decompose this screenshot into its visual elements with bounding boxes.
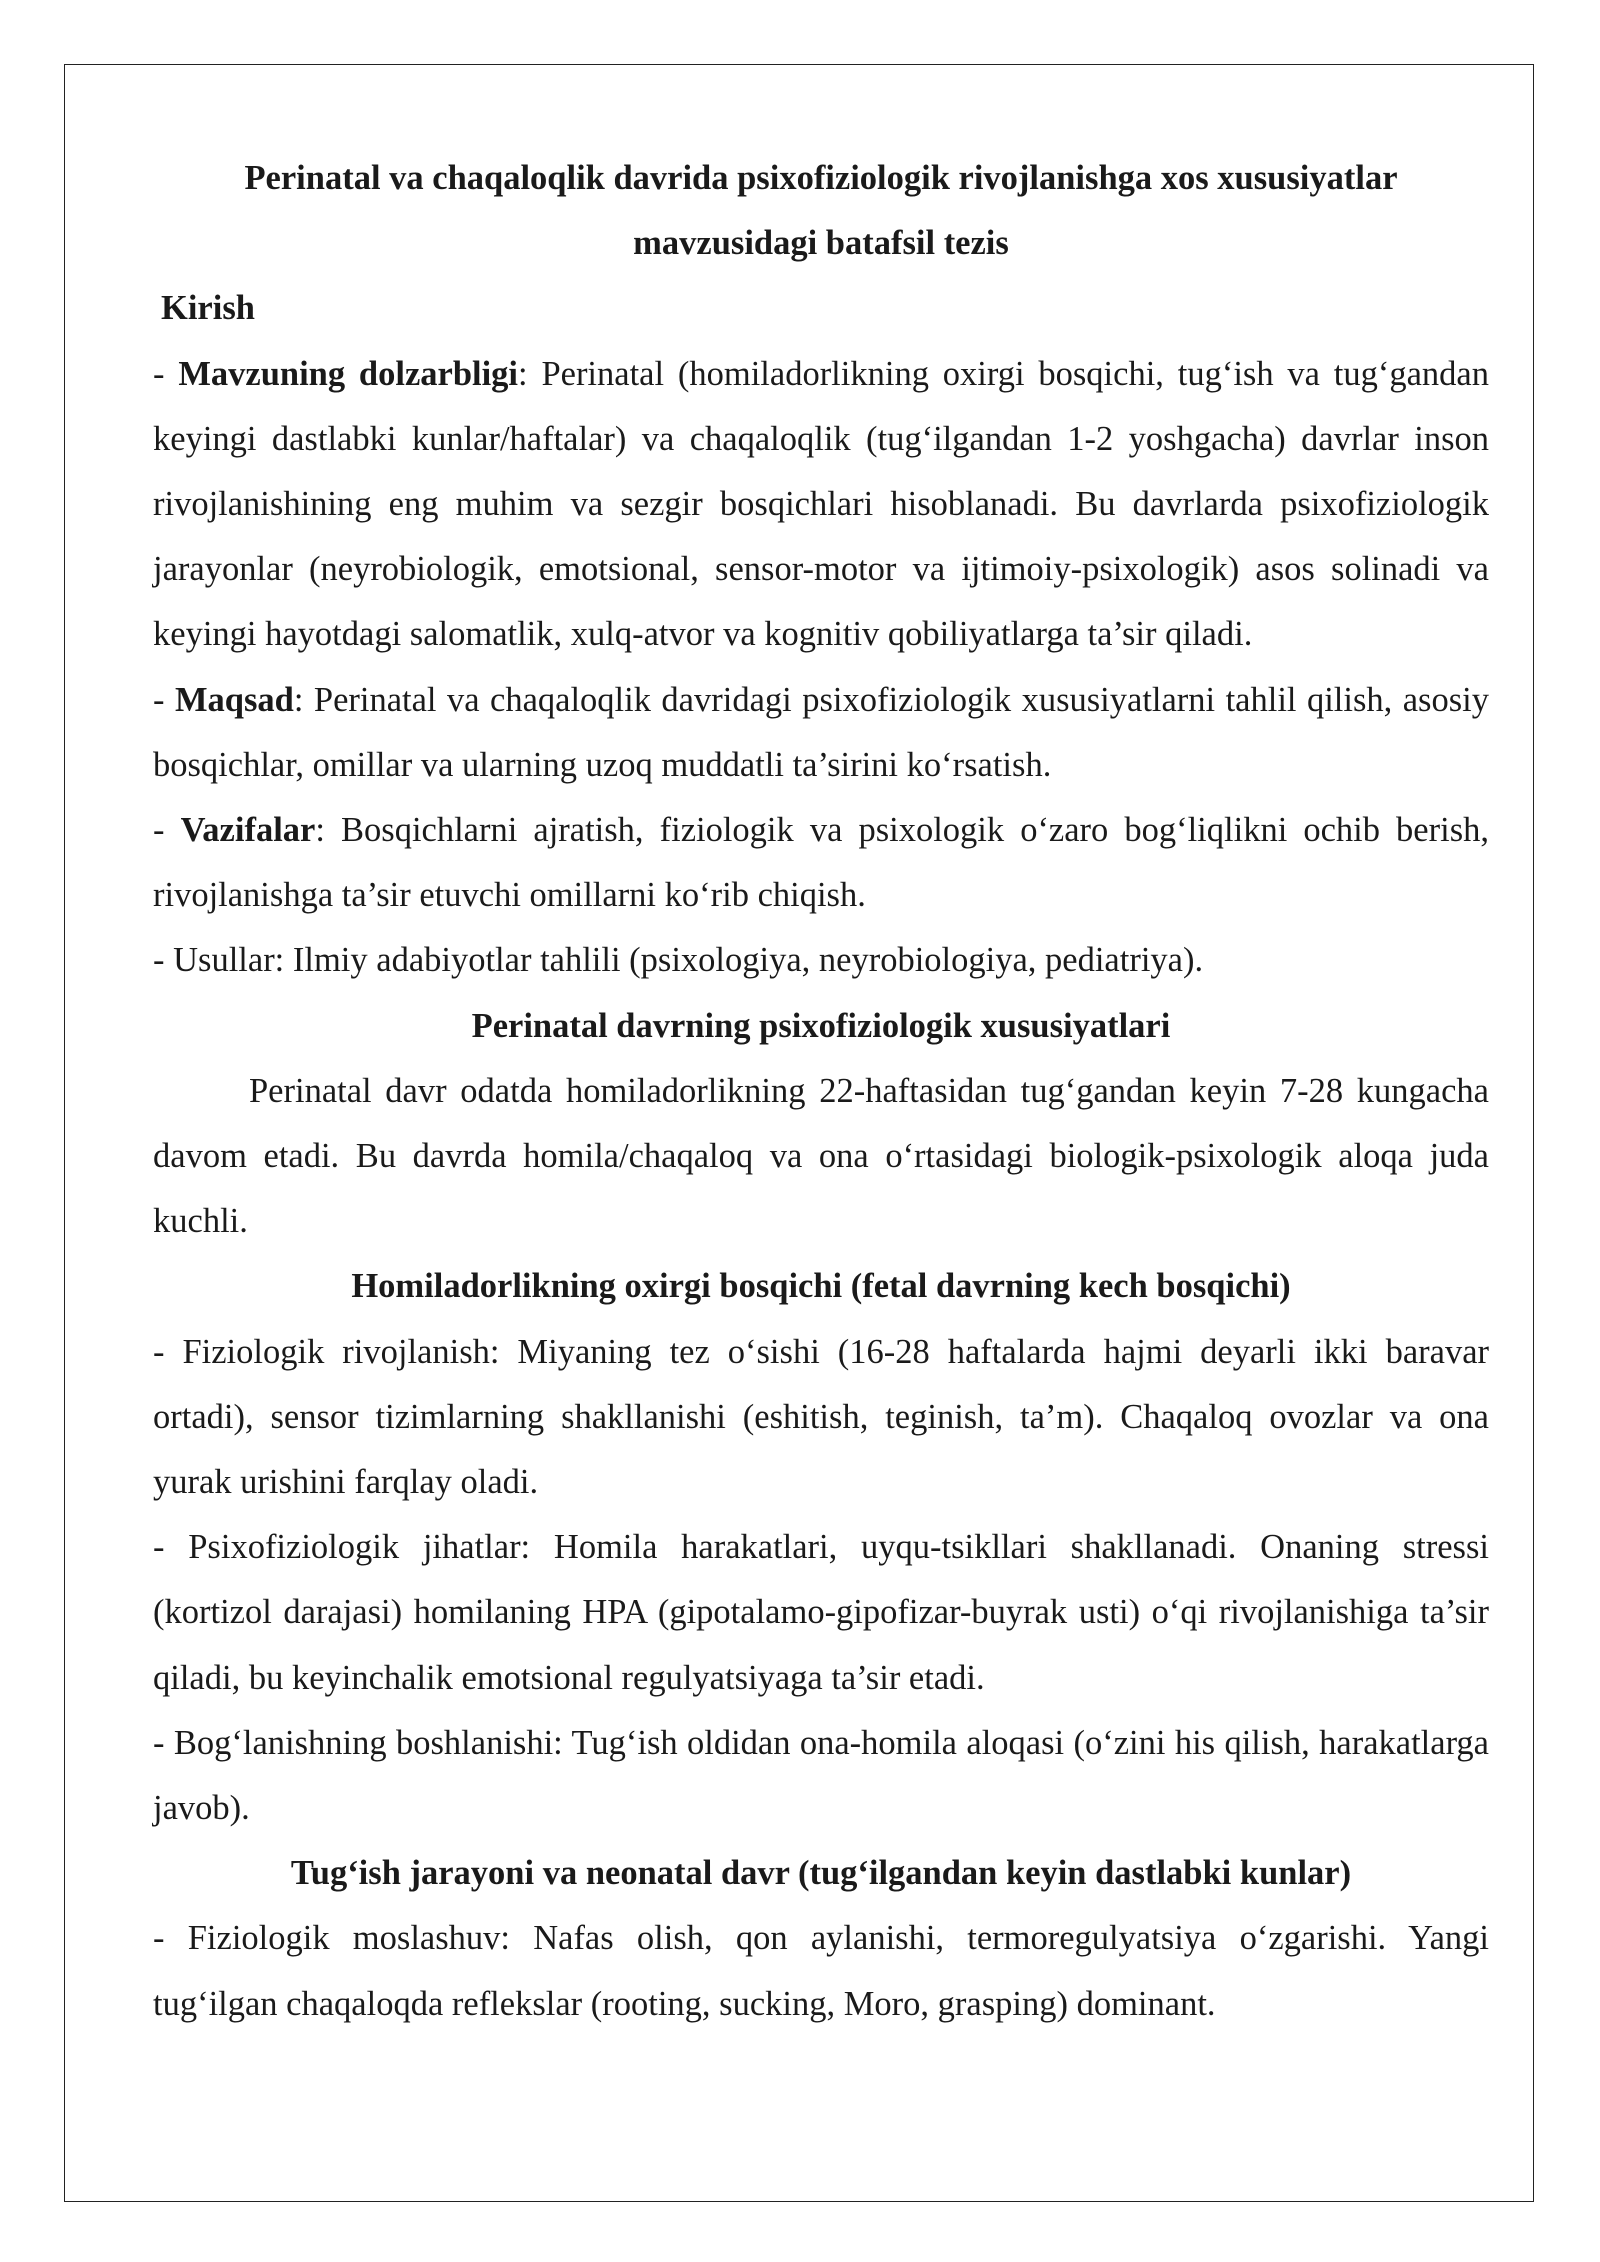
list-item: - Bog‘lanishning boshlanishi: Tug‘ish oldidan ona-homila aloqasi (o‘zini his qilish, harakatlarga javob). bbox=[153, 1723, 1489, 1828]
section-heading-neonatal: Tug‘ish jarayoni va neonatal davr (tug‘ilgandan keyin dastlabki kunlar) bbox=[290, 1854, 1352, 1893]
intro-item-prefix: - bbox=[153, 680, 175, 719]
methods-line: - Usullar: Ilmiy adabiyotlar tahlili (psixologiya, neyrobiologiya, pediatriya). bbox=[153, 941, 1204, 980]
list-item: - Fiziologik rivojlanish: Miyaning tez o‘sishi (16-28 haftalarda hajmi deyarli ikki baravar ortadi), sensor tizimlarning shakllanishi (eshitish, teginish, ta’m). Chaqaloq ovozlar va ona yurak urishini farqlay oladi. bbox=[153, 1332, 1489, 1502]
intro-item-text: : Perinatal (homiladorlikning oxirgi bosqichi, tug‘ish va tug‘gandan keyingi dastlabki kunlar/haftalar) va chaqaloqlik (tug‘ilgandan 1-2 yoshgacha) davrlar inson rivojlanishining eng muhim va sezgir bosqichlari hisoblanadi. Bu davrlarda psixofiziologik jarayonlar (neyrobiologik, emotsional, sensor-motor va ijtimoiy-psixologik) asos solinadi va keyingi hayotdagi salomatlik, xulq-atvor va kognitiv qobiliyatlarga ta’sir qiladi. bbox=[153, 354, 1489, 654]
list-item: - Psixofiziologik jihatlar: Homila harakatlari, uyqu-tsikllari shakllanadi. Onaning stressi (kortizol darajasi) homilaning HPA (gipotalamo-gipofizar-buyrak usti) o‘qi rivojlanishiga ta’sir qiladi, bu keyinchalik emotsional regulyatsiyaga ta’sir etadi. bbox=[153, 1528, 1489, 1697]
intro-item-text: : Bosqichlarni ajratish, fiziologik va psixologik o‘zaro bog‘liqlikni ochib berish, rivojlanishga ta’sir etuvchi omillarni ko‘rib chiqish. bbox=[153, 811, 1489, 915]
section-heading-fetal: Homiladorlikning oxirgi bosqichi (fetal davrning kech bosqichi) bbox=[351, 1267, 1291, 1306]
intro-item-tasks bbox=[153, 798, 1489, 928]
document-body bbox=[153, 146, 1489, 2037]
section-heading-perinatal: Perinatal davrning psixofiziologik xususiyatlari bbox=[471, 1006, 1171, 1045]
intro-item-label: Vazifalar bbox=[180, 811, 316, 850]
intro-item-relevance bbox=[153, 342, 1489, 668]
intro-item-prefix: - bbox=[153, 811, 181, 850]
intro-item-goal bbox=[153, 668, 1489, 798]
list-item: - Fiziologik moslashuv: Nafas olish, qon aylanishi, termoregulyatsiya o‘zgarishi. Yangi tug‘ilgan chaqaloqda reflekslar (rooting, sucking, Moro, grasping) dominant. bbox=[153, 1919, 1489, 2023]
document-title: Perinatal va chaqaloqlik davrida psixofiziologik rivojlanishga xos xususiyatlar mavzusidagi batafsil tezis bbox=[244, 159, 1398, 263]
intro-item-label: Mavzuning dolzarbligi bbox=[178, 354, 519, 393]
intro-item-label: Maqsad bbox=[174, 680, 294, 719]
intro-heading: Kirish bbox=[161, 289, 255, 328]
intro-item-prefix: - bbox=[153, 354, 179, 393]
intro-item-text: : Perinatal va chaqaloqlik davridagi psixofiziologik xususiyatlarni tahlil qilish, asosiy bosqichlar, omillar va ularning uzoq muddatli ta’sirini ko‘rsatish. bbox=[153, 680, 1489, 784]
section-paragraph-perinatal: Perinatal davr odatda homiladorlikning 22-haftasidan tug‘gandan keyin 7-28 kungacha davom etadi. Bu davrda homila/chaqaloq va ona o‘rtasidagi biologik-psixologik aloqa juda kuchli. bbox=[153, 1071, 1489, 1241]
